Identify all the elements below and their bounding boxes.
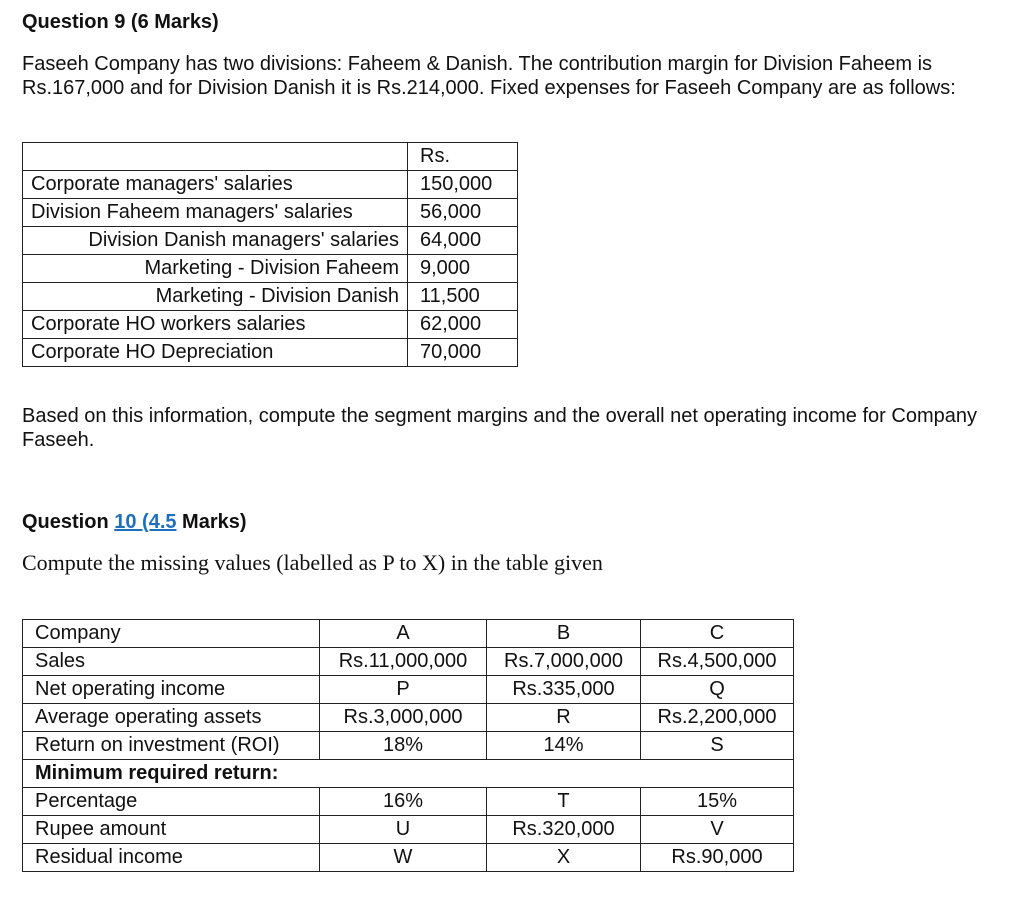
q9-text: Faseeh Company has two divisions: Faheem & Danish. The contribution margin for Division Faheem is Rs.167,000 and for Division Danish it is Rs.214,000. Fixed expenses for Faseeh Company are as follows: [22,53,956,99]
table-cell: Return on investment (ROI) [23,732,320,760]
table-cell: T [487,788,641,816]
q9-prompt: Based on this information, compute the segment margins and the overall net operating income for Company Faseeh. [22,405,977,451]
table-cell: Rs.4,500,000 [641,648,794,676]
table-cell: B [487,620,641,648]
table-row [23,283,518,311]
table-cell: Rs.2,200,000 [641,704,794,732]
table-cell: W [320,844,487,872]
table-cell: Average operating assets [23,704,320,732]
table-cell [23,143,408,171]
table-cell: 150,000 [408,171,518,199]
table-row [23,255,518,283]
table-cell: 15% [641,788,794,816]
table-cell: 9,000 [408,255,518,283]
table-cell: Rs.7,000,000 [487,648,641,676]
table-cell: C [641,620,794,648]
table-row [23,143,518,171]
table-cell: Rs.90,000 [641,844,794,872]
table-cell: 64,000 [408,227,518,255]
table-cell: 11,500 [408,283,518,311]
table-row [23,732,794,760]
table-row [23,648,794,676]
table-cell: Corporate HO Depreciation [23,339,408,367]
q9-heading: Question 9 (6 Marks) [22,11,219,33]
table-cell: Q [641,676,794,704]
fixed-expenses-table [22,142,518,367]
table-cell: Rs.335,000 [487,676,641,704]
table-cell: Corporate managers' salaries [23,171,408,199]
table-cell: Marketing - Division Faheem [23,255,408,283]
table-cell: Sales [23,648,320,676]
table-row [23,311,518,339]
table-cell: 18% [320,732,487,760]
table-row [23,816,794,844]
table-cell: Rs.3,000,000 [320,704,487,732]
table-cell: A [320,620,487,648]
table-cell: Division Faheem managers' salaries [23,199,408,227]
table-row [23,339,518,367]
table-cell: Rs.11,000,000 [320,648,487,676]
table-cell: Company [23,620,320,648]
table-row [23,704,794,732]
q10-heading-post: Marks) [176,511,247,533]
table-cell: 14% [487,732,641,760]
table-cell: X [487,844,641,872]
table-row [23,760,794,788]
table-cell: Marketing - Division Danish [23,283,408,311]
roi-table [22,619,794,872]
table-cell: Residual income [23,844,320,872]
q10-heading [22,511,247,534]
q10-heading-link[interactable]: 10 (4.5 [114,511,177,533]
table-cell: V [641,816,794,844]
table-cell: U [320,816,487,844]
table-cell: Rs. [408,143,518,171]
table-row [23,788,794,816]
table-cell: 62,000 [408,311,518,339]
table-row [23,171,518,199]
table-cell: P [320,676,487,704]
table-row [23,199,518,227]
q10-heading-pre: Question [22,511,115,533]
table-row [23,227,518,255]
q10-text: Compute the missing values (labelled as P to X) in the table given [22,550,603,575]
table-cell: Percentage [23,788,320,816]
table-cell: Division Danish managers' salaries [23,227,408,255]
table-row [23,620,794,648]
table-cell: 56,000 [408,199,518,227]
table-row [23,676,794,704]
table-cell: 16% [320,788,487,816]
table-cell: Rupee amount [23,816,320,844]
table-row [23,844,794,872]
table-cell: Rs.320,000 [487,816,641,844]
table-cell: 70,000 [408,339,518,367]
table-cell: Corporate HO workers salaries [23,311,408,339]
table-section-label: Minimum required return: [23,760,794,788]
table-cell: R [487,704,641,732]
table-cell: Net operating income [23,676,320,704]
table-cell: S [641,732,794,760]
